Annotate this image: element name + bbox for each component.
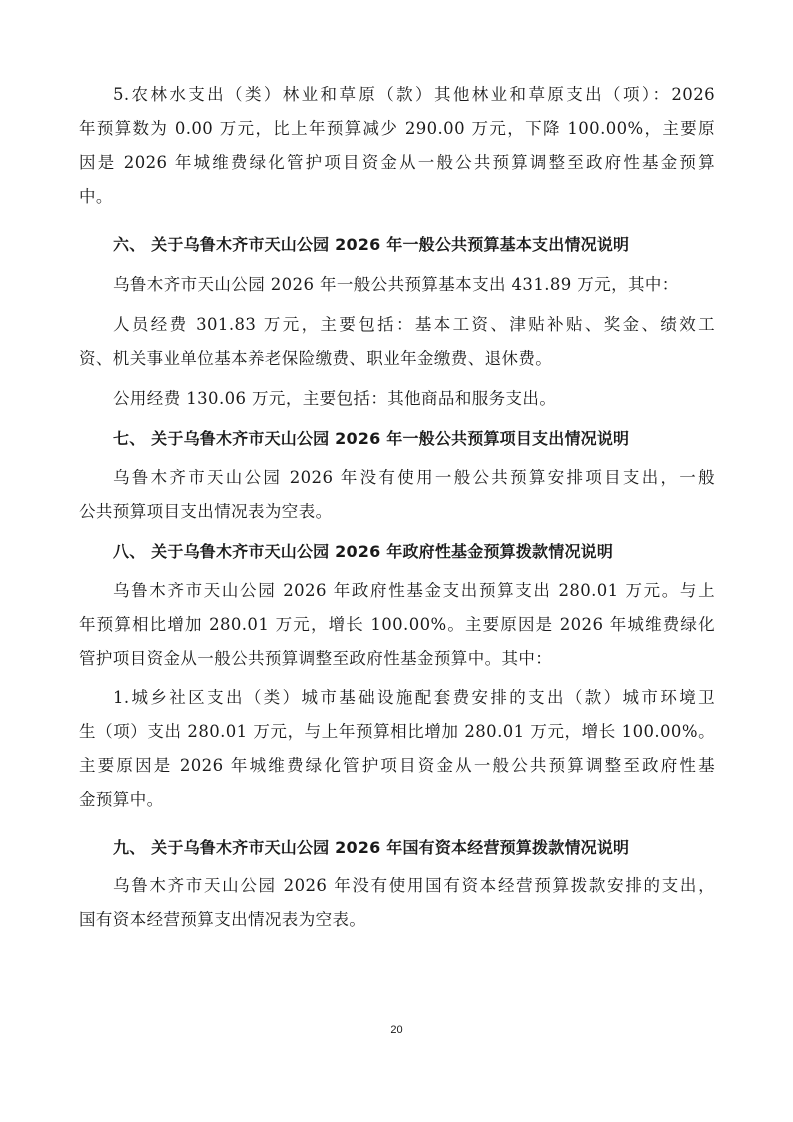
paragraph-line: 因是 2026 年城维费绿化管护项目资金从一般公共预算调整至政府性基金预算 <box>79 153 715 172</box>
paragraph-line: 中。 <box>79 187 113 206</box>
section-heading-six: 六、 关于乌鲁木齐市天山公园 2026 年一般公共预算基本支出情况说明 <box>113 235 630 254</box>
paragraph-line: 金预算中。 <box>79 790 164 809</box>
paragraph-line: 年预算相比增加 280.01 万元，增长 100.00%。主要原因是 2026 年城维费绿化 <box>79 615 715 634</box>
paragraph-line: 年预算数为 0.00 万元，比上年预算减少 290.00 万元，下降 100.00%，主要原 <box>79 119 715 138</box>
paragraph-line: 管护项目资金从一般公共预算调整至政府性基金预算中。其中： <box>79 649 553 668</box>
paragraph-line: 乌鲁木齐市天山公园 2026 年没有使用一般公共预算安排项目支出，一般 <box>113 468 715 487</box>
paragraph-line: 1.城乡社区支出（类）城市基础设施配套费安排的支出（款）城市环境卫 <box>113 688 715 707</box>
paragraph-line: 5.农林水支出（类）林业和草原（款）其他林业和草原支出（项）：2026 <box>113 85 715 104</box>
section-heading-seven: 七、 关于乌鲁木齐市天山公园 2026 年一般公共预算项目支出情况说明 <box>113 429 630 448</box>
paragraph-line: 生（项）支出 280.01 万元，与上年预算相比增加 280.01 万元，增长 100.00%。 <box>79 722 715 741</box>
paragraph-line: 公共预算项目支出情况表为空表。 <box>79 502 333 521</box>
paragraph-line: 乌鲁木齐市天山公园 2026 年一般公共预算基本支出 431.89 万元，其中： <box>113 275 679 294</box>
paragraph-line: 资、机关事业单位基本养老保险缴费、职业年金缴费、退休费。 <box>79 349 553 368</box>
section-heading-eight: 八、 关于乌鲁木齐市天山公园 2026 年政府性基金预算拨款情况说明 <box>113 542 614 561</box>
paragraph-line: 公用经费 130.06 万元，主要包括：其他商品和服务支出。 <box>113 389 557 408</box>
paragraph-line: 主要原因是 2026 年城维费绿化管护项目资金从一般公共预算调整至政府性基 <box>79 756 715 775</box>
paragraph-line: 乌鲁木齐市天山公园 2026 年政府性基金支出预算支出 280.01 万元。与上 <box>113 581 715 600</box>
paragraph-line: 人员经费 301.83 万元，主要包括：基本工资、津贴补贴、奖金、绩效工 <box>113 315 715 334</box>
paragraph-line: 乌鲁木齐市天山公园 2026 年没有使用国有资本经营预算拨款安排的支出， <box>113 876 715 895</box>
page-number: 20 <box>390 1024 403 1036</box>
section-heading-nine: 九、 关于乌鲁木齐市天山公园 2026 年国有资本经营预算拨款情况说明 <box>113 838 630 857</box>
paragraph-line: 国有资本经营预算支出情况表为空表。 <box>79 910 367 929</box>
